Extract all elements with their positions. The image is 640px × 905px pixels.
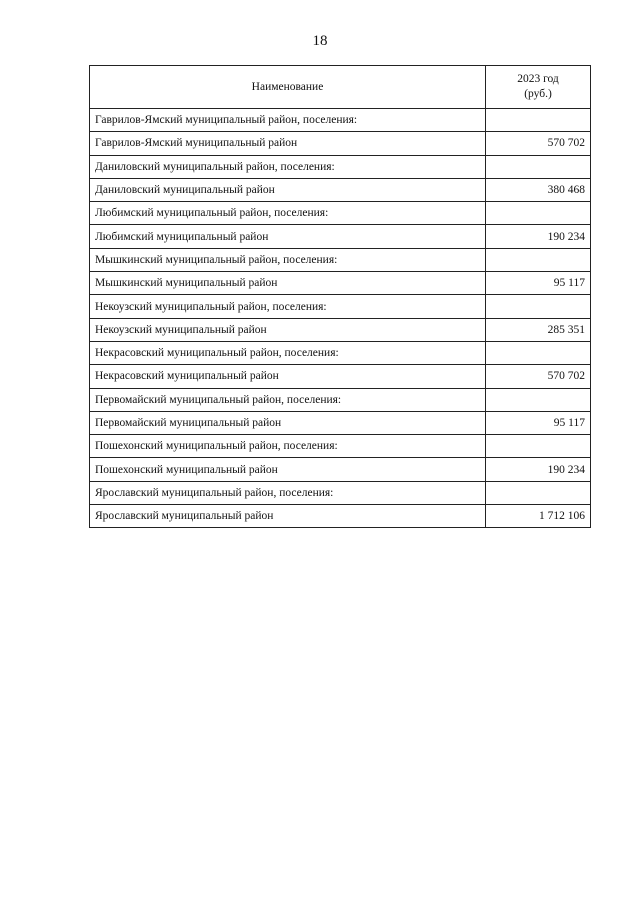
- table-row: [90, 481, 591, 504]
- table-row: [90, 132, 591, 155]
- table-row: [90, 435, 591, 458]
- row-name: Любимский муниципальный район: [90, 225, 486, 248]
- row-value: 95 117: [486, 411, 591, 434]
- row-value: [486, 155, 591, 178]
- row-value: [486, 248, 591, 271]
- table-row: [90, 388, 591, 411]
- row-name: Первомайский муниципальный район: [90, 411, 486, 434]
- table-row: [90, 202, 591, 225]
- table-header: [90, 66, 591, 109]
- row-name: Некрасовский муниципальный район: [90, 365, 486, 388]
- row-name: Некоузский муниципальный район, поселения:: [90, 295, 486, 318]
- row-value: 380 468: [486, 178, 591, 201]
- table-row: [90, 178, 591, 201]
- row-name: Некоузский муниципальный район: [90, 318, 486, 341]
- page-number: 18: [312, 33, 328, 49]
- header-year: [486, 66, 591, 109]
- row-name: Некрасовский муниципальный район, поселения:: [90, 341, 486, 364]
- row-value: 190 234: [486, 458, 591, 481]
- row-name: Гаврилов-Ямский муниципальный район: [90, 132, 486, 155]
- row-value: 285 351: [486, 318, 591, 341]
- row-value: 570 702: [486, 132, 591, 155]
- row-value: 190 234: [486, 225, 591, 248]
- budget-table: [89, 65, 591, 528]
- table-row: [90, 411, 591, 434]
- row-value: [486, 109, 591, 132]
- row-value: [486, 341, 591, 364]
- row-name: Пошехонский муниципальный район, поселения:: [90, 435, 486, 458]
- row-name: Любимский муниципальный район, поселения:: [90, 202, 486, 225]
- row-name: Пошехонский муниципальный район: [90, 458, 486, 481]
- header-year-unit: (руб.): [524, 88, 552, 100]
- row-name: Первомайский муниципальный район, поселения:: [90, 388, 486, 411]
- row-value: [486, 295, 591, 318]
- table-row: [90, 505, 591, 528]
- table-row: [90, 318, 591, 341]
- table-row: [90, 225, 591, 248]
- table-row: [90, 109, 591, 132]
- header-row: [90, 66, 591, 109]
- row-value: [486, 388, 591, 411]
- table-row: [90, 458, 591, 481]
- row-name: Мышкинский муниципальный район, поселения:: [90, 248, 486, 271]
- table-row: [90, 341, 591, 364]
- row-name: Даниловский муниципальный район: [90, 178, 486, 201]
- header-name: Наименование: [90, 66, 486, 109]
- table-row: [90, 248, 591, 271]
- row-value: [486, 481, 591, 504]
- row-value: 570 702: [486, 365, 591, 388]
- row-value: [486, 435, 591, 458]
- row-value: 1 712 106: [486, 505, 591, 528]
- row-name: Даниловский муниципальный район, поселения:: [90, 155, 486, 178]
- table-row: [90, 365, 591, 388]
- row-value: 95 117: [486, 272, 591, 295]
- header-year-label: 2023 год: [517, 73, 559, 85]
- table-row: [90, 295, 591, 318]
- row-name: Мышкинский муниципальный район: [90, 272, 486, 295]
- row-name: Гаврилов-Ямский муниципальный район, поселения:: [90, 109, 486, 132]
- row-name: Ярославский муниципальный район, поселения:: [90, 481, 486, 504]
- row-value: [486, 202, 591, 225]
- row-name: Ярославский муниципальный район: [90, 505, 486, 528]
- table-body: [90, 109, 591, 528]
- table-row: [90, 155, 591, 178]
- table-row: [90, 272, 591, 295]
